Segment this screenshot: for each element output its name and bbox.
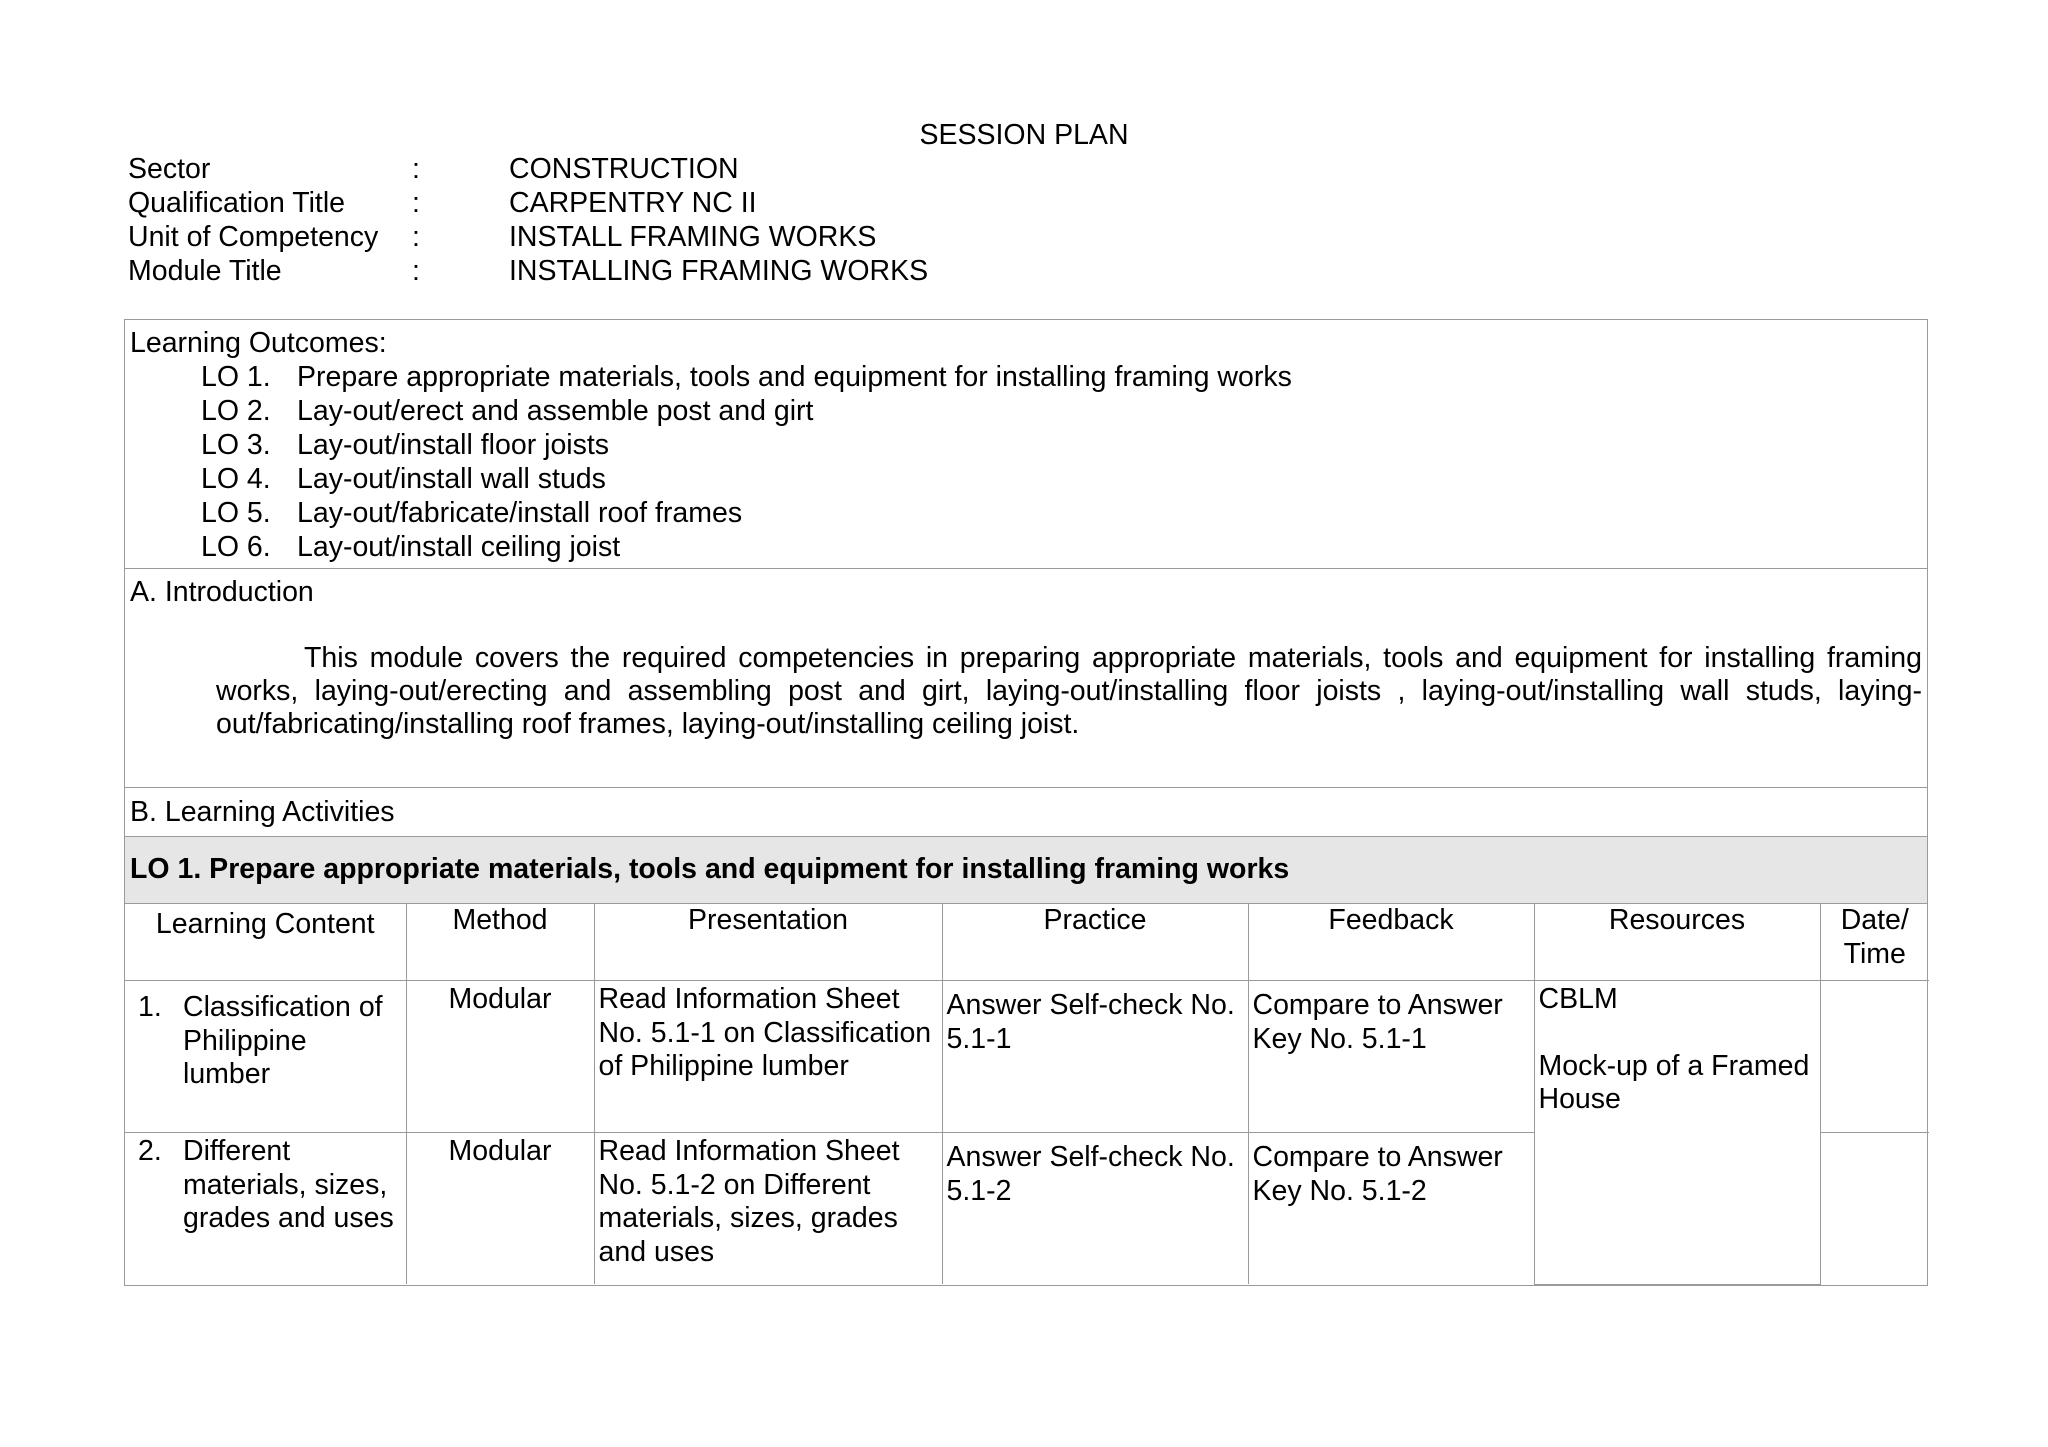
resource-item: CBLM bbox=[1538, 983, 1618, 1015]
learning-outcome-item bbox=[201, 428, 1292, 462]
column-header-resources: Resources bbox=[1534, 904, 1820, 981]
header-label: Unit of Competency bbox=[128, 221, 379, 253]
learning-content-text: Classification of Philippine lumber bbox=[183, 991, 383, 1090]
method-cell: Modular bbox=[406, 981, 594, 1133]
table-row bbox=[125, 981, 1929, 1133]
lo-text: Prepare appropriate materials, tools and equipment for installing framing works bbox=[297, 361, 1292, 393]
activities-table-wrap bbox=[125, 904, 1927, 1285]
lo-number: LO 3. bbox=[201, 429, 271, 461]
column-header-method: Method bbox=[406, 904, 594, 981]
learning-content-cell bbox=[125, 981, 406, 1133]
introduction-heading: A. Introduction bbox=[130, 576, 314, 608]
learning-outcome-item bbox=[201, 462, 1292, 496]
learning-outcome-item bbox=[201, 530, 1292, 564]
learning-content-cell bbox=[125, 1133, 406, 1285]
lo-text: Lay-out/erect and assemble post and girt bbox=[297, 395, 814, 427]
lo-number: LO 1. bbox=[201, 361, 271, 393]
document-title: SESSION PLAN bbox=[919, 119, 1129, 151]
resource-item: Mock-up of a Framed House bbox=[1538, 1049, 1810, 1115]
date-time-cell bbox=[1820, 1133, 1929, 1285]
presentation-cell: Read Information Sheet No. 5.1-2 on Different materials, sizes, grades and uses bbox=[594, 1133, 942, 1285]
header-value: CARPENTRY NC II bbox=[509, 187, 757, 219]
column-header-practice: Practice bbox=[942, 904, 1248, 981]
learning-content-text: Different materials, sizes, grades and uses bbox=[183, 1135, 394, 1234]
lo1-heading-row bbox=[125, 837, 1927, 904]
item-number: 2. bbox=[138, 1135, 162, 1167]
activities-table bbox=[125, 904, 1929, 1285]
lo-text: Lay-out/install ceiling joist bbox=[297, 531, 621, 563]
learning-outcomes-heading: Learning Outcomes: bbox=[130, 327, 387, 359]
header-row-sector bbox=[128, 152, 928, 186]
header-colon: : bbox=[412, 153, 420, 185]
learning-outcome-item bbox=[201, 496, 1292, 530]
resources-cell bbox=[1534, 981, 1820, 1285]
date-time-cell bbox=[1820, 981, 1929, 1133]
learning-outcome-item bbox=[201, 360, 1292, 394]
lo1-heading: LO 1. Prepare appropriate materials, tools and equipment for installing framing works bbox=[130, 853, 1290, 885]
header-label: Module Title bbox=[128, 255, 282, 287]
lo-number: LO 2. bbox=[201, 395, 271, 427]
practice-cell: Answer Self-check No. 5.1-2 bbox=[942, 1133, 1248, 1285]
column-header-learning-content: Learning Content bbox=[125, 904, 406, 981]
learning-activities-heading: B. Learning Activities bbox=[130, 796, 395, 828]
header-value: INSTALL FRAMING WORKS bbox=[509, 221, 877, 253]
header-colon: : bbox=[412, 255, 420, 287]
learning-outcomes-list bbox=[201, 360, 1292, 564]
session-plan-table bbox=[124, 319, 1928, 1286]
learning-activities-section bbox=[125, 788, 1927, 837]
learning-outcomes-section bbox=[125, 320, 1927, 569]
item-number: 1. bbox=[138, 991, 162, 1023]
lo-text: Lay-out/fabricate/install roof frames bbox=[297, 497, 743, 529]
header-row-qualification-title bbox=[128, 186, 928, 220]
header-value: CONSTRUCTION bbox=[509, 153, 739, 185]
feedback-cell: Compare to Answer Key No. 5.1-2 bbox=[1248, 1133, 1534, 1285]
table-header-row bbox=[125, 904, 1929, 981]
column-header-date-time: Date/ Time bbox=[1820, 904, 1929, 981]
practice-cell: Answer Self-check No. 5.1-1 bbox=[942, 981, 1248, 1133]
presentation-cell: Read Information Sheet No. 5.1-1 on Classification of Philippine lumber bbox=[594, 981, 942, 1133]
lo-text: Lay-out/install wall studs bbox=[297, 463, 606, 495]
column-header-presentation: Presentation bbox=[594, 904, 942, 981]
feedback-cell: Compare to Answer Key No. 5.1-1 bbox=[1248, 981, 1534, 1133]
lo-number: LO 5. bbox=[201, 497, 271, 529]
introduction-body: This module covers the required competencies in preparing appropriate materials, tools and equipment for installing framing works, laying-out/erecting and assembling post and girt, laying-out/installing floor joists , laying-out/installing wall studs, laying-out/fabricating/installing roof frames, laying-out/installing ceiling joist. bbox=[216, 642, 1922, 740]
header-fields bbox=[128, 152, 928, 288]
header-row-unit-of-competency bbox=[128, 220, 928, 254]
header-row-module-title bbox=[128, 254, 928, 288]
header-label: Sector bbox=[128, 153, 211, 185]
header-label: Qualification Title bbox=[128, 187, 346, 219]
column-header-feedback: Feedback bbox=[1248, 904, 1534, 981]
resource-spacer bbox=[1539, 1017, 1816, 1050]
header-colon: : bbox=[412, 187, 420, 219]
header-value: INSTALLING FRAMING WORKS bbox=[509, 255, 929, 287]
lo-text: Lay-out/install floor joists bbox=[297, 429, 610, 461]
learning-outcome-item bbox=[201, 394, 1292, 428]
header-colon: : bbox=[412, 221, 420, 253]
lo-number: LO 6. bbox=[201, 531, 271, 563]
method-cell: Modular bbox=[406, 1133, 594, 1285]
lo-number: LO 4. bbox=[201, 463, 271, 495]
introduction-section bbox=[125, 569, 1927, 788]
